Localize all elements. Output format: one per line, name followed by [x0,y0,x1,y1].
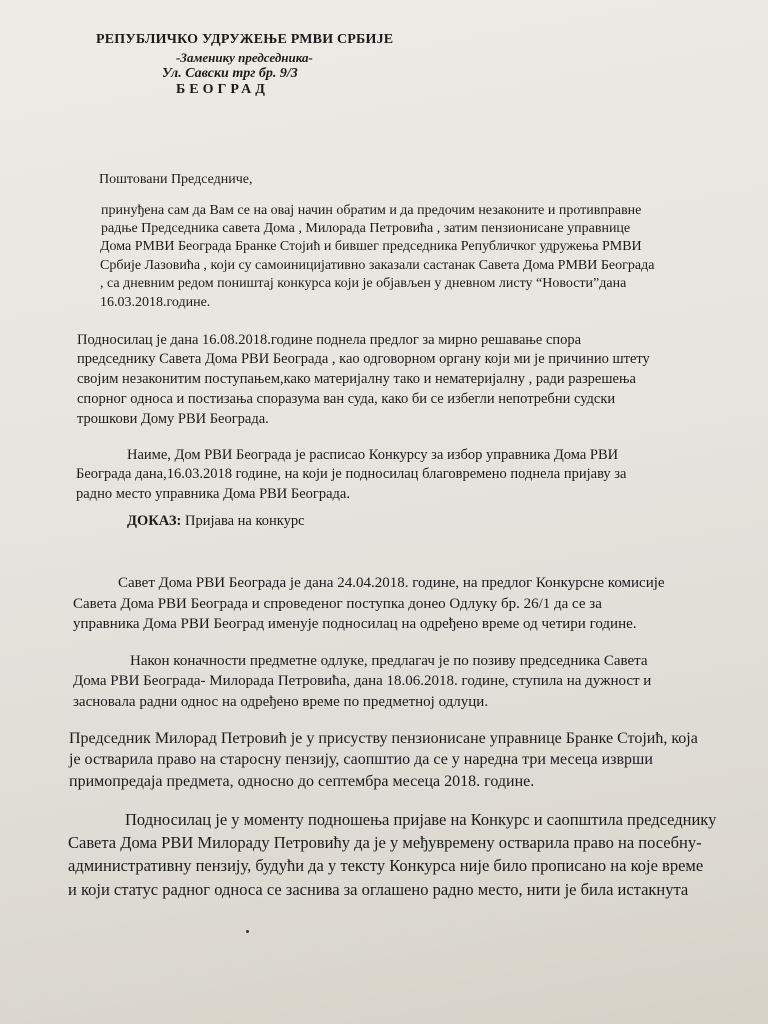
paragraph-line: Савета Дома РВИ Милораду Петровићу да је у међувремену остварила право на посебну- [68,833,702,852]
paragraph-line: Подносилац је у моменту подношења пријаве на Конкурс и саопштила председнику [125,810,717,829]
paragraph-line: управника Дома РВИ Београд именује подносилац на одређено време од четири године. [73,616,637,632]
header-recipient: -Заменику председника- [176,50,313,65]
paragraph-line: Председник Милорад Петровић је у присуству пензионисане управнице Бранке Стојић, која [69,730,698,747]
paragraph-line: Након коначности предметне одлуке, предлагач је по позиву председника Савета [130,653,648,669]
header-address: Ул. Савски трг бр. 9/3 [162,66,298,81]
paragraph-line: засновала радни однос на одређено време по предметној одлуци. [73,694,489,710]
paragraph-line: Београда дана,16.03.2018 године, на који је подносилац благовремено поднела пријаву за [76,466,627,482]
paragraph-line: примопредаја предмета, односно до септембра месеца 2018. године. [69,773,535,790]
header-organization: РЕПУБЛИЧКО УДРУЖЕЊЕ РМВИ СРБИЈЕ [96,32,394,47]
paragraph-line: , са дневним редом поништај конкурса који је објављен у дневном листу “Новости”дана [100,276,627,291]
proof-line [127,514,305,529]
greeting: Поштовани Председниче, [99,172,253,187]
proof-text: Пријава на конкурс [181,513,305,529]
header-city: БЕОГРАД [176,82,269,97]
ink-speck [246,930,249,933]
paragraph-line: је остварила право на старосну пензију, саопштио да се у наредна три месеца изврши [69,751,653,768]
paragraph-line: својим незаконитим поступањем,како материјалну тако и нематеријалну , ради разрешења [77,371,636,387]
paragraph-line: Савета Дома РВИ Београда и спроведеног поступка донео Одлуку бр. 26/1 да се за [73,596,602,612]
paragraph-line: Наиме, Дом РВИ Београда је расписао Конкурсу за избор управника Дома РВИ [127,447,619,463]
proof-label: ДОКАЗ: [127,513,182,529]
paragraph-line: Србије Лазовића , који су самоиницијативно заказали састанак Савета Дома РМВИ Београда [100,258,655,273]
paragraph-line: административну пензију, будући да у тексту Конкурса није било прописано на које време [68,856,704,875]
paragraph-line: Подносилац је дана 16.08.2018.године поднела предлог за мирно решавање спора [77,332,582,348]
paragraph-line: председнику Савета Дома РВИ Београда , као одговорном органу који ми је причинио штету [77,351,650,367]
paragraph-line: 16.03.2018.године. [100,295,211,310]
paragraph-line: спорног односа и постизања споразума ван суда, како би се избегли непотребни судски [77,391,616,407]
paragraph-line: принуђена сам да Вам се на овај начин обратим и да предочим незаконите и противправне [101,203,642,218]
paragraph-line: Дома РВИ Београда- Милорада Петровића, дана 18.06.2018. године, ступила на дужност и [73,673,652,689]
paragraph-line: радно место управника Дома РВИ Београда. [76,486,350,502]
paragraph-line: радње Председника савета Дома , Милорада Петровића , затим пензионисане управнице [101,221,631,236]
paragraph-line: Савет Дома РВИ Београда је дана 24.04.2018. године, на предлог Конкурсне комисије [118,575,665,591]
paragraph-line: Дома РМВИ Београда Бранке Стојић и бившег председника Републичког удружења РМВИ [100,239,642,254]
paragraph-line: трошкови Дому РВИ Београда. [77,411,269,427]
paragraph-line: и који статус радног односа се заснива за оглашено радно место, нити је била истакнута [68,880,689,899]
